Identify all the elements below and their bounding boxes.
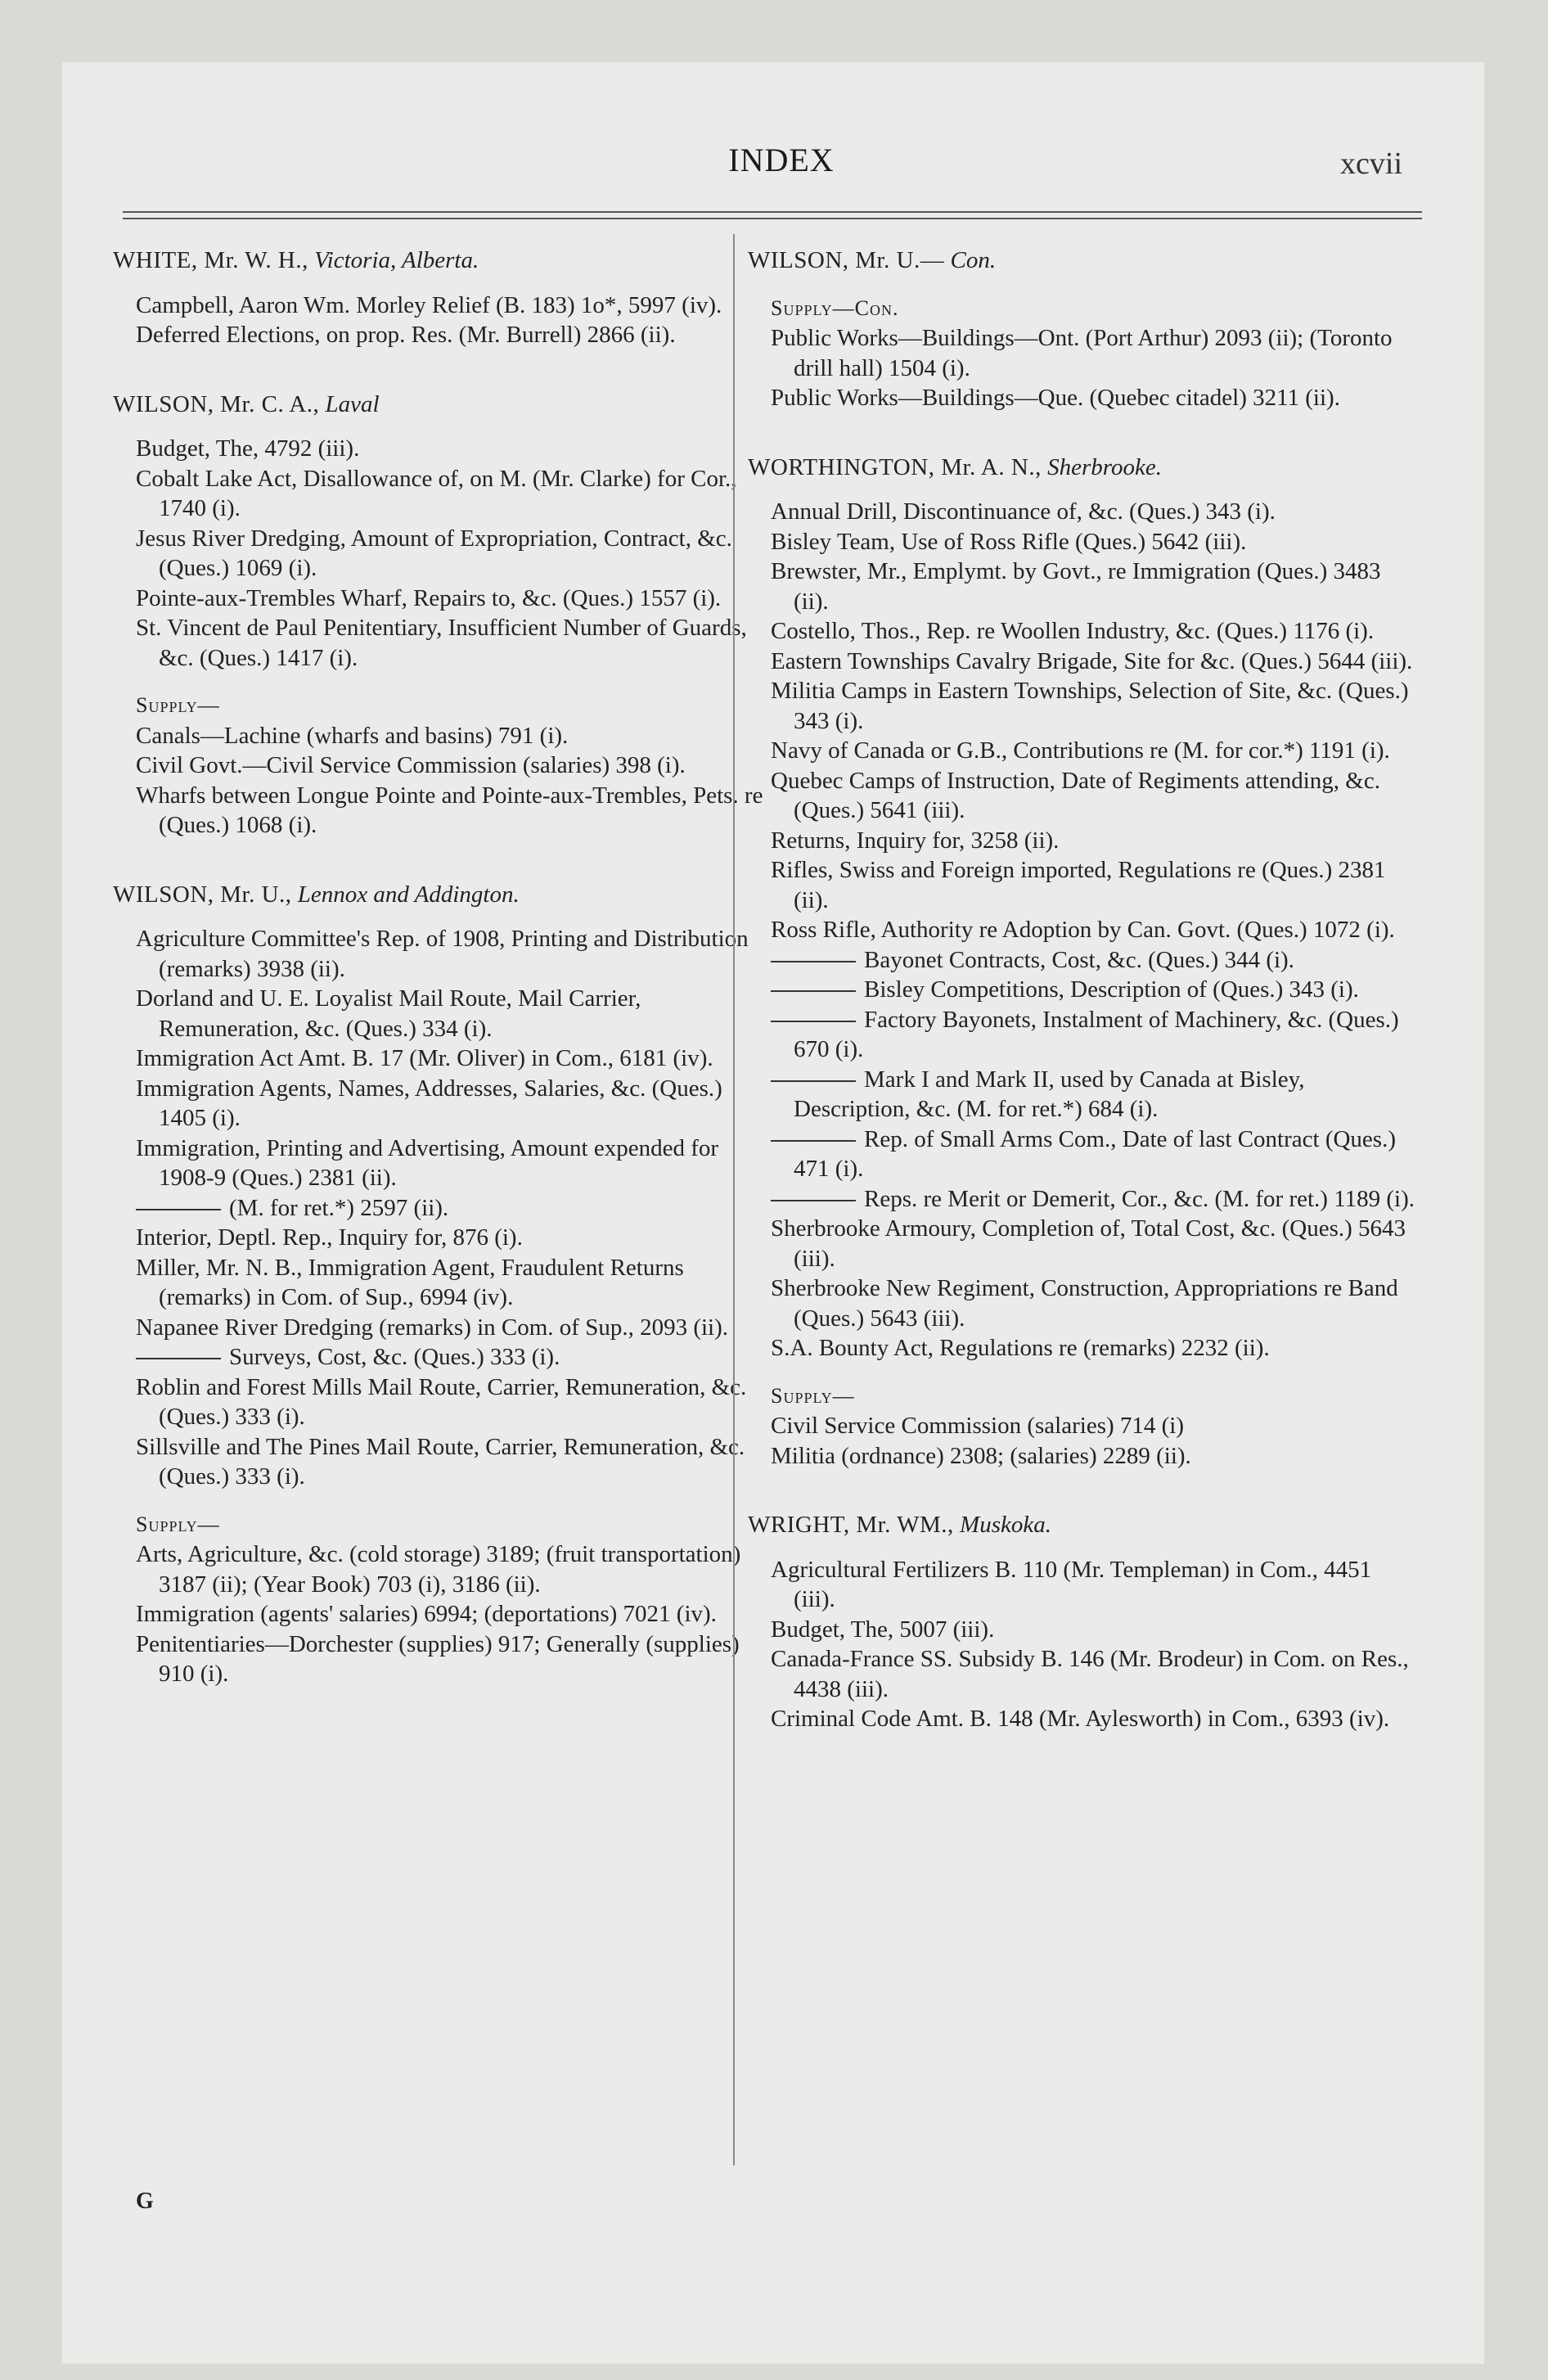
supply-label: Supply— — [136, 1512, 220, 1536]
subentry-text: Mark I and Mark II, used by Canada at Bisley, Description, &c. (M. for ret.*) 684 (i). — [794, 1066, 1305, 1122]
subentry-text: Factory Bayonets, Instalment of Machinery, &c. (Ques.) 670 (i). — [794, 1006, 1399, 1062]
index-entry: Jesus River Dredging, Amount of Expropriation, Contract, &c. (Ques.) 1069 (i). — [136, 525, 732, 581]
index-entry: Wharfs between Longue Pointe and Pointe-aux-Trembles, Pets. re (Ques.) 1068 (i). — [136, 782, 763, 838]
index-entry: Canada-France SS. Subsidy B. 146 (Mr. Brodeur) in Com. on Res., 4438 (iii). — [771, 1646, 1409, 1702]
index-entry: Canals—Lachine (wharfs and basins) 791 (i). — [136, 722, 569, 749]
index-entry: Militia (ordnance) 2308; (salaries) 2289 (ii). — [771, 1442, 1191, 1469]
index-entry: Eastern Townships Cavalry Brigade, Site for &c. (Ques.) 5644 (iii). — [771, 647, 1413, 674]
supply-label: Supply— — [136, 693, 220, 717]
supply-label: Supply— — [771, 1383, 855, 1408]
index-entry: Militia Camps in Eastern Townships, Selection of Site, &c. (Ques.) 343 (i). — [771, 678, 1409, 734]
member-heading — [748, 1510, 1415, 1540]
index-entry: Public Works—Buildings—Que. (Quebec citadel) 3211 (ii). — [771, 385, 1340, 411]
index-entry: Budget, The, 4792 (iii). — [136, 435, 360, 462]
index-entry: Agricultural Fertilizers B. 110 (Mr. Templeman) in Com., 4451 (iii). — [771, 1556, 1372, 1612]
index-subentry — [113, 1193, 772, 1224]
ditto-dash — [771, 1200, 856, 1201]
index-entry: Ross Rifle, Authority re Adoption by Can. Govt. (Ques.) 1072 (i). — [771, 917, 1395, 943]
header-rule-bottom — [123, 218, 1422, 219]
ditto-dash — [771, 1021, 856, 1022]
index-entry: Penitentiaries—Dorchester (supplies) 917; Generally (supplies) 910 (i). — [136, 1630, 740, 1687]
index-entry: Napanee River Dredging (remarks) in Com. of Sup., 2093 (ii). — [136, 1314, 729, 1341]
index-entry: Civil Govt.—Civil Service Commission (salaries) 398 (i). — [136, 752, 686, 778]
index-subentry — [748, 975, 1415, 1005]
index-entry: Immigration Agents, Names, Addresses, Salaries, &c. (Ques.) 1405 (i). — [136, 1075, 722, 1131]
index-entry: Immigration Act Amt. B. 17 (Mr. Oliver) in Com., 6181 (iv). — [136, 1045, 713, 1071]
index-entry: Immigration, Printing and Advertising, Amount expended for 1908-9 (Ques.) 2381 (ii). — [136, 1134, 719, 1191]
ditto-dash — [136, 1209, 221, 1210]
member-heading — [748, 453, 1415, 483]
subentry-text: (M. for ret.*) 2597 (ii). — [229, 1194, 449, 1221]
index-entry: Costello, Thos., Rep. re Woollen Industry, &c. (Ques.) 1176 (i). — [771, 618, 1375, 644]
member-name: WILSON, Mr. U.— — [748, 247, 945, 273]
member-heading — [113, 246, 772, 276]
member-name: WORTHINGTON, Mr. A. N., — [748, 453, 1042, 480]
index-entry: Criminal Code Amt. B. 148 (Mr. Aylesworth) in Com., 6393 (iv). — [771, 1706, 1390, 1732]
subentry-text: Surveys, Cost, &c. (Ques.) 333 (i). — [229, 1344, 560, 1370]
index-entry: Campbell, Aaron Wm. Morley Relief (B. 183) 1o*, 5997 (iv). — [136, 291, 722, 318]
index-entry: Immigration (agents' salaries) 6994; (deportations) 7021 (iv). — [136, 1601, 717, 1627]
page-header — [160, 141, 1402, 206]
member-name: WHITE, Mr. W. H., — [113, 247, 308, 273]
header-rule-top — [123, 211, 1422, 213]
subentry-text: Bisley Competitions, Description of (Ques.) 343 (i). — [864, 976, 1359, 1003]
member-name: WILSON, Mr. C. A., — [113, 390, 320, 417]
index-entry: Civil Service Commission (salaries) 714 (i) — [771, 1413, 1185, 1439]
subentry-text: Reps. re Merit or Demerit, Cor., &c. (M. for ret.) 1189 (i). — [864, 1185, 1415, 1212]
index-subentry — [748, 1184, 1415, 1215]
member-riding: Victoria, Alberta. — [314, 247, 479, 273]
member-riding: Sherbrooke. — [1047, 453, 1162, 480]
ditto-dash — [136, 1358, 221, 1359]
column-divider — [733, 234, 735, 2166]
index-entry: Sillsville and The Pines Mail Route, Carrier, Remuneration, &c. (Ques.) 333 (i). — [136, 1433, 745, 1490]
index-entry: Arts, Agriculture, &c. (cold storage) 3189; (fruit transportation) 3187 (ii); (Year Book) 703 (i), 3186 (ii). — [136, 1541, 741, 1598]
subentry-text: Bayonet Contracts, Cost, &c. (Ques.) 344 (i). — [864, 946, 1294, 973]
index-entry: Bisley Team, Use of Ross Rifle (Ques.) 5642 (iii). — [771, 528, 1247, 555]
member-name: WRIGHT, Mr. WM., — [748, 1512, 954, 1538]
ditto-dash — [771, 1080, 856, 1082]
index-subentry — [748, 1065, 1415, 1125]
index-entry: Dorland and U. E. Loyalist Mail Route, Mail Carrier, Remuneration, &c. (Ques.) 334 (i). — [136, 985, 641, 1042]
member-riding: Lennox and Addington. — [297, 881, 520, 908]
index-entry: Navy of Canada or G.B., Contributions re (M. for cor.*) 1191 (i). — [771, 737, 1390, 764]
index-entry: Miller, Mr. N. B., Immigration Agent, Fraudulent Returns (remarks) in Com. of Sup., 6994 (iv). — [136, 1254, 684, 1310]
member-heading — [113, 390, 772, 420]
index-entry: Cobalt Lake Act, Disallowance of, on M. (Mr. Clarke) for Cor., 1740 (i). — [136, 465, 737, 521]
page-number: xcvii — [1340, 146, 1402, 181]
index-entry: Interior, Deptl. Rep., Inquiry for, 876 (i). — [136, 1224, 523, 1251]
ditto-dash — [771, 961, 856, 962]
page-title: INDEX — [728, 142, 835, 178]
index-entry: S.A. Bounty Act, Regulations re (remarks) 2232 (ii). — [771, 1335, 1270, 1361]
index-entry: Roblin and Forest Mills Mail Route, Carrier, Remuneration, &c. (Ques.) 333 (i). — [136, 1373, 747, 1430]
ditto-dash — [771, 1140, 856, 1142]
index-entry: Public Works—Buildings—Ont. (Port Arthur) 2093 (ii); (Toronto drill hall) 1504 (i). — [771, 325, 1393, 381]
left-column — [113, 246, 772, 1689]
member-riding: Con. — [950, 247, 997, 273]
signature-mark: G — [136, 2188, 154, 2214]
member-riding: Muskoka. — [960, 1512, 1051, 1538]
ditto-dash — [771, 990, 856, 992]
index-entry: Sherbrooke Armoury, Completion of, Total Cost, &c. (Ques.) 5643 (iii). — [771, 1215, 1406, 1272]
index-entry: Brewster, Mr., Emplymt. by Govt., re Immigration (Ques.) 3483 (ii). — [771, 558, 1381, 615]
index-page — [62, 62, 1484, 2364]
index-subentry — [748, 945, 1415, 976]
index-entry: Annual Drill, Discontinuance of, &c. (Ques.) 343 (i). — [771, 498, 1276, 525]
member-riding: Laval — [325, 390, 380, 417]
index-entry: Deferred Elections, on prop. Res. (Mr. Burrell) 2866 (ii). — [136, 322, 676, 348]
index-entry: Returns, Inquiry for, 3258 (ii). — [771, 827, 1060, 854]
member-heading — [748, 246, 1415, 276]
index-entry: Sherbrooke New Regiment, Construction, Appropriations re Band (Ques.) 5643 (iii). — [771, 1275, 1398, 1332]
index-entry: Quebec Camps of Instruction, Date of Regiments attending, &c. (Ques.) 5641 (iii). — [771, 767, 1380, 823]
member-heading — [113, 880, 772, 910]
member-name: WILSON, Mr. U., — [113, 881, 292, 908]
index-entry: St. Vincent de Paul Penitentiary, Insufficient Number of Guards, &c. (Ques.) 1417 (i). — [136, 615, 747, 671]
index-subentry — [748, 1125, 1415, 1184]
right-column — [748, 246, 1415, 1734]
index-subentry — [748, 1005, 1415, 1065]
subentry-text: Rep. of Small Arms Com., Date of last Contract (Ques.) 471 (i). — [794, 1125, 1396, 1182]
index-entry: Pointe-aux-Trembles Wharf, Repairs to, &c. (Ques.) 1557 (i). — [136, 584, 722, 611]
index-entry: Agriculture Committee's Rep. of 1908, Printing and Distribution (remarks) 3938 (ii). — [136, 926, 749, 982]
supply-label: Supply—Con. — [771, 295, 899, 320]
index-entry: Rifles, Swiss and Foreign imported, Regulations re (Ques.) 2381 (ii). — [771, 857, 1386, 913]
index-subentry — [113, 1342, 772, 1373]
index-entry: Budget, The, 5007 (iii). — [771, 1616, 995, 1643]
